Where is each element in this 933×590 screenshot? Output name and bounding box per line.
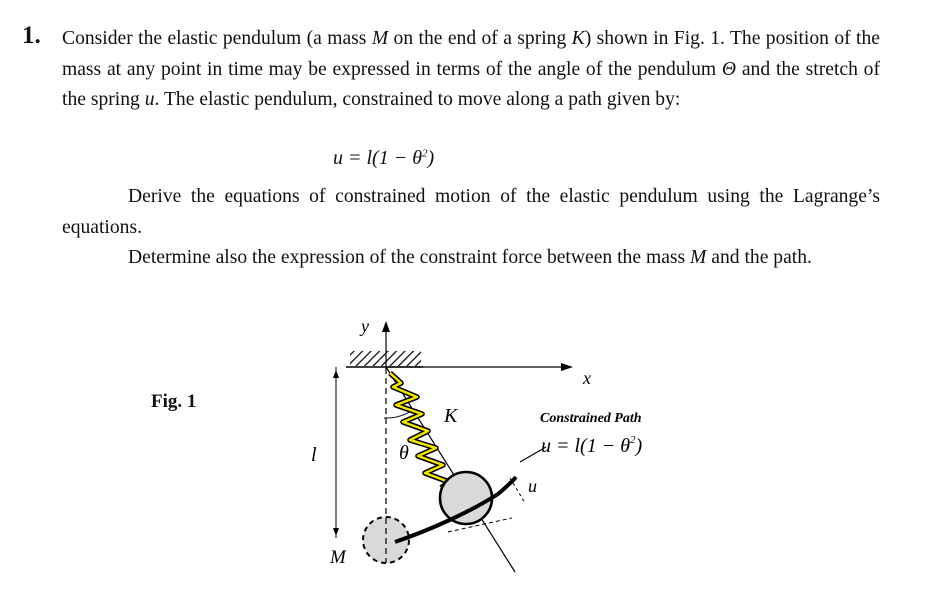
x-axis-arrowhead (561, 363, 573, 371)
constrained-path-equation: $u = l(1 - \theta^2)$ (541, 434, 643, 457)
figure-label: Fig. 1 (151, 391, 197, 412)
length-arrow-bottom (333, 528, 339, 536)
problem-statement: Consider the elastic pendulum (a mass M on the end of a spring K) shown in Fig. 1. The position of the mass at any point in time may be expressed in terms of the angle of the pendulum Θ and the stretch of the spring u. The elastic pendulum, constrained to move along a path given by: (62, 28, 881, 110)
constraint-equation: $u = l(1 - \theta^2)$ (333, 147, 435, 169)
task-derive-equations: Derive the equations of constrained motion of the elastic pendulum using the Lagrange’s equations. (62, 186, 880, 238)
stretch-label: u (528, 476, 537, 496)
angle-label: θ (399, 442, 409, 464)
displaced-mass (440, 472, 492, 524)
constrained-path-title: Constrained Path (540, 411, 642, 426)
elastic-pendulum-figure (0, 300, 933, 590)
y-axis-arrowhead (382, 321, 390, 332)
problem-number: 1. (22, 22, 41, 49)
x-axis-label: x (583, 368, 591, 388)
length-label: l (311, 444, 317, 466)
mass-label: M (330, 547, 346, 568)
task-constraint-force: Determine also the expression of the constraint force between the mass M and the path. (128, 247, 812, 268)
spring-label: K (444, 405, 458, 427)
y-axis-label: y (361, 316, 369, 336)
length-arrow-top (333, 370, 339, 378)
